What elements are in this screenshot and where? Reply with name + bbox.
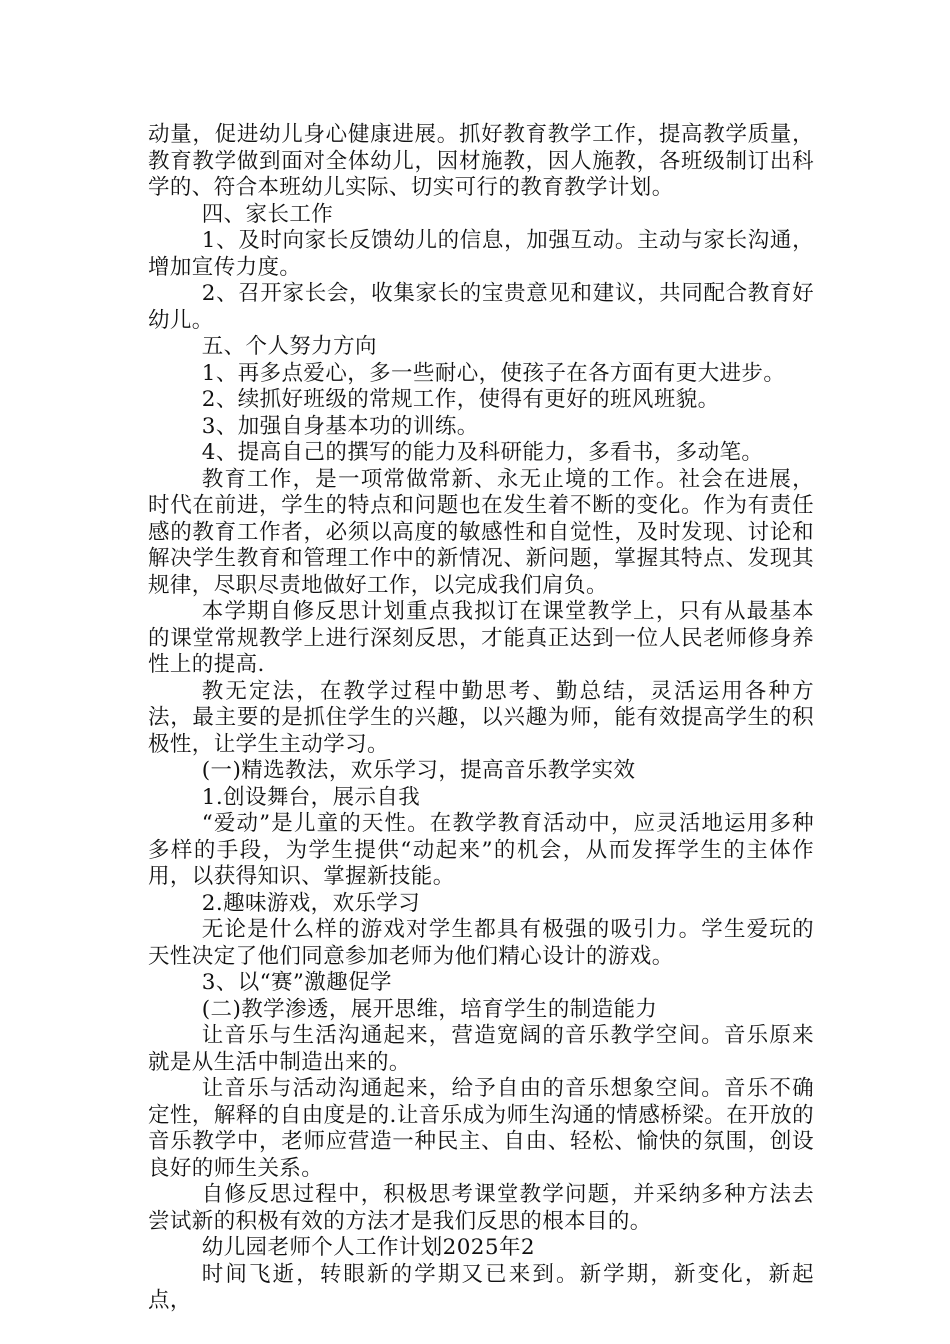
paragraph-teaching-method: 教无定法，在教学过程中勤思考、勤总结，灵活运用各种方法，最主要的是抓住学生的兴趣，以兴趣为师，能有效提高学生的积极性，让学生主动学习。 (148, 678, 814, 757)
document-body (148, 122, 814, 1315)
heading-section-1: (一)精选教法，欢乐学习，提高音乐教学实效 (201, 758, 636, 783)
paragraph-self-reflection: 自修反思过程中，积极思考课堂教学问题，并采纳多种方法去尝试新的积极有效的方法才是我们反思的根本目的。 (148, 1182, 814, 1234)
paragraph-parent-1: 1、及时向家长反馈幼儿的信息，加强互动。主动与家长沟通，增加宣传力度。 (148, 228, 814, 280)
list-item-3: 3、加强自身基本功的训练。 (201, 413, 479, 439)
paragraph-parent-2: 2、召开家长会，收集家长的宝贵意见和建议，共同配合教育好幼儿。 (148, 281, 814, 333)
paragraph-1: 动量，促进幼儿身心健康进展。抓好教育教学工作，提高教学质量，教育教学做到面对全体幼儿，因材施教，因人施教，各班级制订出科学的、符合本班幼儿实际、切实可行的教育教学计划。 (148, 122, 814, 200)
paragraph-new-term: 时间飞逝，转眼新的学期又已来到。新学期，新变化，新起点， (148, 1261, 814, 1313)
paragraph-music-activity: 让音乐与活动沟通起来，给予自由的音乐想象空间。音乐不确定性，解释的自由度是的.让音乐成为师生沟通的情感桥梁。在开放的音乐教学中，老师应营造一种民主、自由、轻松、愉快的氛围，创设良好的师生关系。 (148, 1076, 814, 1181)
heading-personal-direction: 五、个人努力方向 (201, 334, 377, 359)
heading-section-2: (二)教学渗透，展开思维，培育学生的制造能力 (201, 996, 658, 1022)
paragraph-games: 无论是什么样的游戏对学生都具有极强的吸引力。学生爱玩的天性决定了他们同意参加老师为他们精心设计的游戏。 (148, 917, 814, 969)
paragraph-reflection-plan: 本学期自修反思计划重点我拟订在课堂教学上，只有从最基本的课堂常规教学上进行深刻反思，才能真正达到一位人民老师修身养性上的提高. (148, 599, 814, 677)
paragraph-music-life: 让音乐与生活沟通起来，营造宽阔的音乐教学空间。音乐原来就是从生活中制造出来的。 (148, 1023, 814, 1075)
subheading-competition: 3、以“赛”激趣促学 (201, 970, 392, 995)
heading-parent-work: 四、家长工作 (201, 201, 334, 227)
paragraph-love-movement: “爱动”是儿童的天性。在教学教育活动中，应灵活地运用多种多样的手段，为学生提供“动起来”的机会，从而发挥学生的主体作用，以获得知识、掌握新技能。 (148, 811, 814, 889)
subheading-games: 2.趣味游戏，欢乐学习 (201, 890, 421, 916)
paragraph-education-work: 教育工作，是一项常做常新、永无止境的工作。社会在进展，时代在前进，学生的特点和问题也在发生着不断的变化。作为有责任感的教育工作者，必须以高度的敏感性和自觉性，及时发现、讨论和解决学生教育和管理工作中的新情况、新问题，掌握其特点、发现其规律，尽职尽责地做好工作，以完成我们肩负。 (148, 466, 814, 598)
heading-work-plan-2: 幼儿园老师个人工作计划2025年2 (201, 1235, 535, 1260)
list-item-4: 4、提高自己的撰写的能力及科研能力，多看书，多动笔。 (201, 440, 764, 465)
subheading-stage: 1.创设舞台，展示自我 (201, 784, 421, 810)
list-item-2: 2、续抓好班级的常规工作，使得有更好的班风班貌。 (201, 387, 720, 412)
list-item-1: 1、再多点爱心，多一些耐心，使孩子在各方面有更大进步。 (201, 360, 786, 386)
